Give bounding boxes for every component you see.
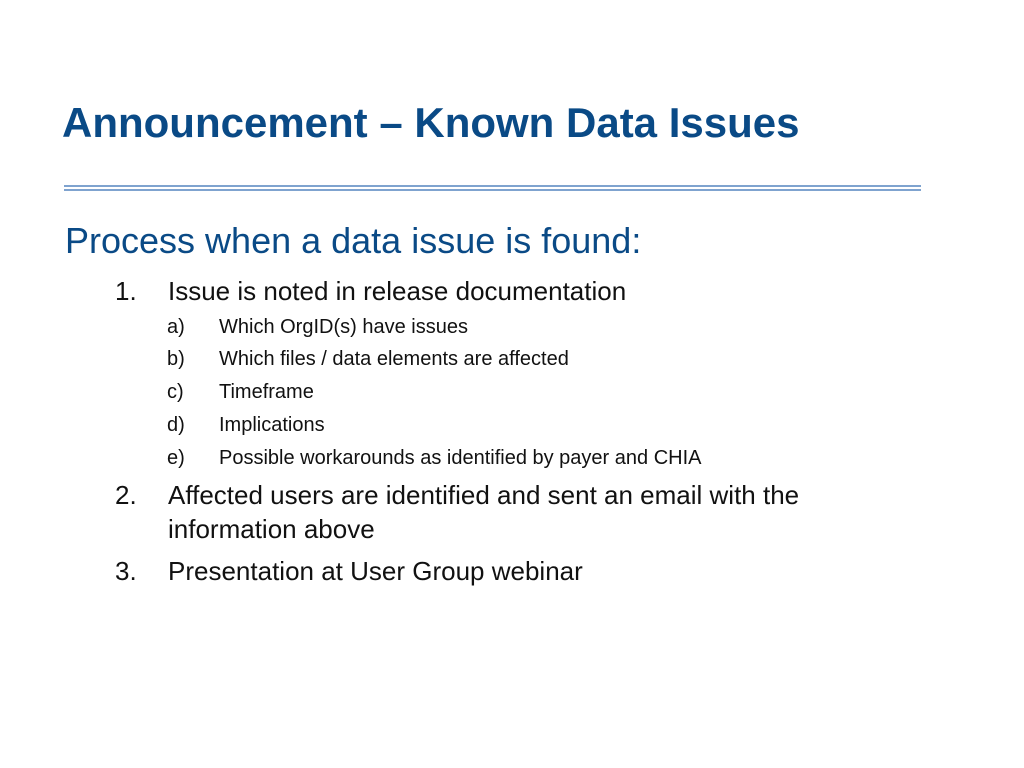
- step-text: Presentation at User Group webinar: [168, 556, 583, 586]
- step-number: 3.: [115, 556, 137, 586]
- subitem-text: Implications: [219, 414, 325, 436]
- subitem-letter: b): [167, 348, 185, 370]
- step-number: 2.: [115, 480, 137, 510]
- slide-title: Announcement – Known Data Issues: [62, 99, 800, 146]
- subitem-text: Timeframe: [219, 381, 314, 403]
- step-text-line-2: information above: [168, 514, 375, 544]
- subitem-letter: c): [167, 381, 184, 403]
- step-text: Issue is noted in release documentation: [168, 276, 627, 306]
- subitem-letter: d): [167, 414, 185, 436]
- subitem-text: Which files / data elements are affected: [219, 348, 569, 370]
- intro-heading: Process when a data issue is found:: [65, 220, 642, 261]
- divider-line-bottom: [64, 189, 921, 191]
- step-number: 1.: [115, 276, 137, 306]
- subitem-letter: e): [167, 447, 185, 469]
- subitem-text: Which OrgID(s) have issues: [219, 316, 468, 338]
- subitem-text: Possible workarounds as identified by payer and CHIA: [219, 447, 702, 469]
- subitem-letter: a): [167, 316, 185, 338]
- title-divider: [64, 185, 921, 191]
- step-text-line-1: Affected users are identified and sent an email with the: [168, 480, 800, 510]
- divider-line-top: [64, 185, 921, 187]
